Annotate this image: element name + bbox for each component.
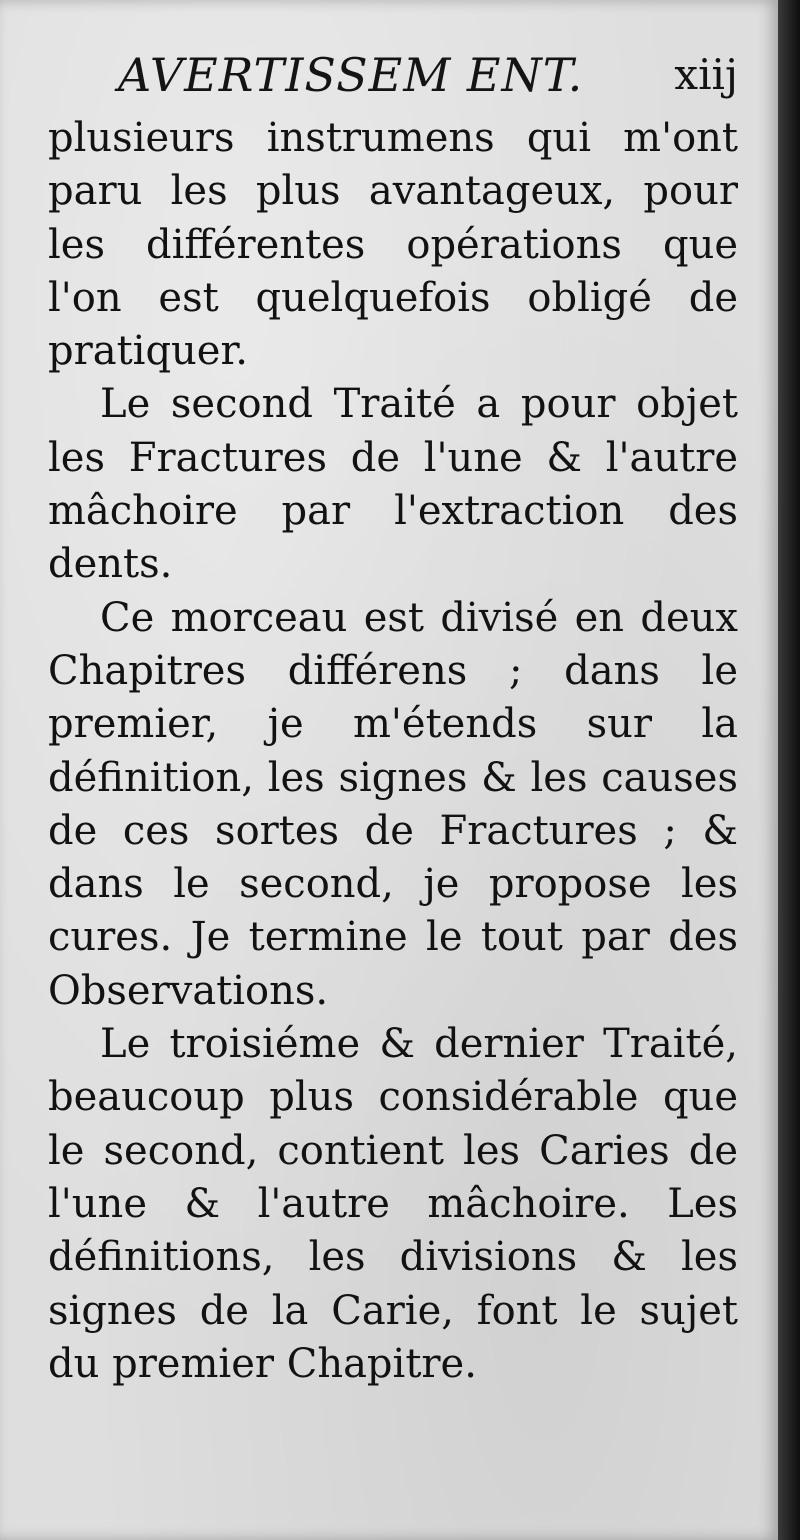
book-spine-shadow: [778, 0, 800, 1540]
paragraph-second-treatise: Le second Traité a pour objet les Fractures de l'une & l'autre mâchoire par l'extraction des dents.: [48, 381, 738, 588]
paragraph-continuation: plusieurs instrumens qui m'ont paru les plus avantageux, pour les différentes opérations que l'on est quelquefois obligé de pratiquer.: [48, 115, 738, 375]
paragraph-third-treatise: Le troisiéme & dernier Traité, beaucoup plus considérable que le second, contient les Caries de l'une & l'autre mâchoire. Les définitions, les divisions & les signes de la Carie, font le sujet du premier Chapitre.: [48, 1021, 738, 1387]
page-header: [118, 48, 738, 108]
body-text: [48, 112, 738, 1391]
running-title: AVERTISSEM ENT.: [118, 48, 584, 102]
paragraph-chapters: Ce morceau est divisé en deux Chapitres différens ; dans le premier, je m'étends sur la définition, les signes & les causes de ces sortes de Fractures ; & dans le second, je propose les cures. Je termine le tout par des Observations.: [48, 594, 738, 1014]
page-number: xiij: [674, 50, 738, 99]
